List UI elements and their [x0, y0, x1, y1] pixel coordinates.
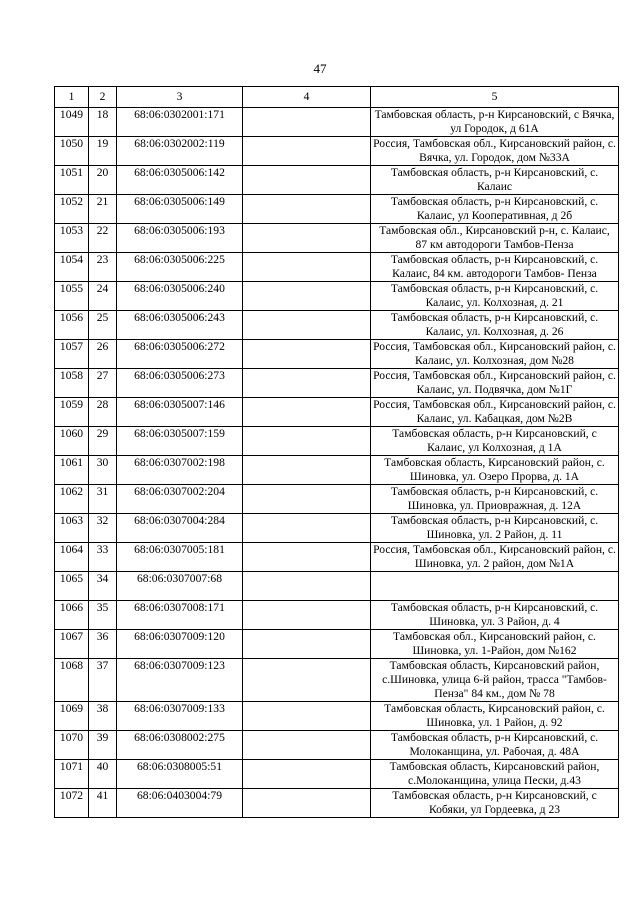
row-index-cell: 36	[89, 630, 117, 659]
cadastral-number-cell: 68:06:0307004:284	[117, 514, 243, 543]
column-4-cell	[243, 514, 371, 543]
cadastral-number-cell: 68:06:0307002:204	[117, 485, 243, 514]
cadastral-number-cell: 68:06:0308005:51	[117, 760, 243, 789]
row-number-cell: 1065	[55, 572, 89, 601]
address-cell: Тамбовская область, р-н Кирсановский, с Калаис, ул Колхозная, д 1А	[371, 427, 619, 456]
column-4-cell	[243, 485, 371, 514]
column-4-cell	[243, 630, 371, 659]
row-index-cell: 40	[89, 760, 117, 789]
cadastral-number-cell: 68:06:0307007:68	[117, 572, 243, 601]
column-4-cell	[243, 456, 371, 485]
row-index-cell: 34	[89, 572, 117, 601]
table-row	[55, 789, 619, 818]
column-4-cell	[243, 427, 371, 456]
table-row	[55, 702, 619, 731]
row-index-cell: 24	[89, 282, 117, 311]
row-number-cell: 1049	[55, 108, 89, 137]
table-row	[55, 427, 619, 456]
row-index-cell: 21	[89, 195, 117, 224]
column-4-cell	[243, 224, 371, 253]
cadastral-number-cell: 68:06:0305006:243	[117, 311, 243, 340]
header-col-2: 2	[89, 87, 117, 108]
header-col-5: 5	[371, 87, 619, 108]
cadastral-number-cell: 68:06:0305007:146	[117, 398, 243, 427]
address-cell: Россия, Тамбовская обл., Кирсановский район, с. Калаис, ул. Подвячка, дом №1Г	[371, 369, 619, 398]
row-index-cell: 25	[89, 311, 117, 340]
row-number-cell: 1058	[55, 369, 89, 398]
cadastral-number-cell: 68:06:0305006:273	[117, 369, 243, 398]
address-cell: Тамбовская область, р-н Кирсановский, с. Калаис, ул. Колхозная, д. 26	[371, 311, 619, 340]
row-index-cell: 19	[89, 137, 117, 166]
table-row	[55, 601, 619, 630]
table-row	[55, 630, 619, 659]
cadastral-number-cell: 68:06:0302001:171	[117, 108, 243, 137]
column-4-cell	[243, 311, 371, 340]
table-row	[55, 282, 619, 311]
row-index-cell: 20	[89, 166, 117, 195]
column-4-cell	[243, 659, 371, 702]
address-cell: Тамбовская область, Кирсановский район, с.Молоканщина, улица Пески, д.43	[371, 760, 619, 789]
column-4-cell	[243, 702, 371, 731]
row-index-cell: 39	[89, 731, 117, 760]
column-4-cell	[243, 398, 371, 427]
cadastral-number-cell: 68:06:0307005:181	[117, 543, 243, 572]
row-number-cell: 1068	[55, 659, 89, 702]
table-header-row	[55, 87, 619, 108]
row-index-cell: 38	[89, 702, 117, 731]
row-number-cell: 1072	[55, 789, 89, 818]
address-cell: Россия, Тамбовская обл., Кирсановский район, с. Калаис, ул. Кабацкая, дом №2В	[371, 398, 619, 427]
column-4-cell	[243, 731, 371, 760]
row-index-cell: 35	[89, 601, 117, 630]
cadastral-number-cell: 68:06:0305006:142	[117, 166, 243, 195]
address-cell: Тамбовская обл., Кирсановский район, с. Шиновка, ул. 1-Район, дом №162	[371, 630, 619, 659]
column-4-cell	[243, 282, 371, 311]
table-row	[55, 659, 619, 702]
header-col-1: 1	[55, 87, 89, 108]
row-number-cell: 1061	[55, 456, 89, 485]
address-cell: Тамбовская область, р-н Кирсановский, с. Калаис, ул Кооперативная, д 2б	[371, 195, 619, 224]
column-4-cell	[243, 253, 371, 282]
column-4-cell	[243, 340, 371, 369]
column-4-cell	[243, 543, 371, 572]
row-number-cell: 1071	[55, 760, 89, 789]
row-index-cell: 41	[89, 789, 117, 818]
address-cell: Тамбовская область, р-н Кирсановский, с Кобяки, ул Гордеевка, д 23	[371, 789, 619, 818]
row-number-cell: 1059	[55, 398, 89, 427]
row-index-cell: 23	[89, 253, 117, 282]
row-number-cell: 1067	[55, 630, 89, 659]
header-col-4: 4	[243, 87, 371, 108]
address-cell: Тамбовская область, р-н Кирсановский, с. Калаис, ул. Колхозная, д. 21	[371, 282, 619, 311]
row-number-cell: 1063	[55, 514, 89, 543]
cadastral-number-cell: 68:06:0307009:120	[117, 630, 243, 659]
column-4-cell	[243, 369, 371, 398]
cadastral-number-cell: 68:06:0305006:225	[117, 253, 243, 282]
cadastral-number-cell: 68:06:0302002:119	[117, 137, 243, 166]
row-index-cell: 27	[89, 369, 117, 398]
address-cell: Тамбовская область, р-н Кирсановский, с. Шиновка, ул. 3 Район, д. 4	[371, 601, 619, 630]
cadastral-number-cell: 68:06:0307008:171	[117, 601, 243, 630]
table-row	[55, 166, 619, 195]
address-cell: Россия, Тамбовская обл., Кирсановский район, с. Вячка, ул. Городок, дом №33А	[371, 137, 619, 166]
column-4-cell	[243, 572, 371, 601]
table-row	[55, 731, 619, 760]
row-index-cell: 18	[89, 108, 117, 137]
row-number-cell: 1055	[55, 282, 89, 311]
table-row	[55, 369, 619, 398]
column-4-cell	[243, 601, 371, 630]
address-cell: Тамбовская область, р-н Кирсановский, с. Калаис	[371, 166, 619, 195]
address-cell: Тамбовская область, р-н Кирсановский, с. Молоканщина, ул. Рабочая, д. 48А	[371, 731, 619, 760]
table-row	[55, 195, 619, 224]
row-index-cell: 22	[89, 224, 117, 253]
row-number-cell: 1060	[55, 427, 89, 456]
cadastral-number-cell: 68:06:0307009:133	[117, 702, 243, 731]
row-number-cell: 1064	[55, 543, 89, 572]
table-body	[55, 108, 619, 818]
row-number-cell: 1069	[55, 702, 89, 731]
address-cell: Россия, Тамбовская обл., Кирсановский район, с. Калаис, ул. Колхозная, дом №28	[371, 340, 619, 369]
cadastral-number-cell: 68:06:0305006:149	[117, 195, 243, 224]
row-index-cell: 26	[89, 340, 117, 369]
address-cell: Тамбовская область, Кирсановский район, с. Шиновка, ул. 1 Район, д. 92	[371, 702, 619, 731]
column-4-cell	[243, 108, 371, 137]
cadastral-number-cell: 68:06:0307009:123	[117, 659, 243, 702]
row-index-cell: 30	[89, 456, 117, 485]
cadastral-number-cell: 68:06:0305007:159	[117, 427, 243, 456]
table-row	[55, 311, 619, 340]
row-index-cell: 29	[89, 427, 117, 456]
address-cell: Тамбовская область, р-н Кирсановский, с. Калаис, 84 км. автодороги Тамбов- Пенза	[371, 253, 619, 282]
row-number-cell: 1062	[55, 485, 89, 514]
table-row	[55, 108, 619, 137]
table-row	[55, 398, 619, 427]
address-cell: Тамбовская обл., Кирсановский р-н, с. Калаис, 87 км автодороги Тамбов-Пенза	[371, 224, 619, 253]
row-index-cell: 37	[89, 659, 117, 702]
cadastral-number-cell: 68:06:0307002:198	[117, 456, 243, 485]
page-number: 47	[313, 61, 327, 76]
address-cell: Россия, Тамбовская обл., Кирсановский район, с. Шиновка, ул. 2 район, дом №1А	[371, 543, 619, 572]
row-number-cell: 1051	[55, 166, 89, 195]
header-col-3: 3	[117, 87, 243, 108]
column-4-cell	[243, 137, 371, 166]
column-4-cell	[243, 195, 371, 224]
address-cell: Тамбовская область, Кирсановский район, с. Шиновка, ул. Озеро Прорва, д. 1А	[371, 456, 619, 485]
address-cell: Тамбовская область, Кирсановский район, с.Шиновка, улица 6-й район, трасса "Тамбов-Пенза" 84 км., дом № 78	[371, 659, 619, 702]
cadastral-number-cell: 68:06:0308002:275	[117, 731, 243, 760]
row-index-cell: 33	[89, 543, 117, 572]
cadastral-number-cell: 68:06:0305006:272	[117, 340, 243, 369]
row-number-cell: 1066	[55, 601, 89, 630]
row-number-cell: 1053	[55, 224, 89, 253]
column-4-cell	[243, 760, 371, 789]
table-row	[55, 514, 619, 543]
row-number-cell: 1070	[55, 731, 89, 760]
row-number-cell: 1054	[55, 253, 89, 282]
cadastral-table	[54, 86, 619, 818]
row-index-cell: 31	[89, 485, 117, 514]
table-row	[55, 456, 619, 485]
table-row	[55, 485, 619, 514]
row-index-cell: 32	[89, 514, 117, 543]
table-row	[55, 543, 619, 572]
column-4-cell	[243, 789, 371, 818]
address-cell: Тамбовская область, р-н Кирсановский, с. Шиновка, ул. 2 Район, д. 11	[371, 514, 619, 543]
table-row	[55, 340, 619, 369]
row-number-cell: 1056	[55, 311, 89, 340]
table-row	[55, 572, 619, 601]
row-number-cell: 1052	[55, 195, 89, 224]
table-row	[55, 137, 619, 166]
table-row	[55, 224, 619, 253]
table-row	[55, 760, 619, 789]
address-cell: Тамбовская область, р-н Кирсановский, с. Шиновка, ул. Приовражная, д. 12А	[371, 485, 619, 514]
row-number-cell: 1057	[55, 340, 89, 369]
row-index-cell: 28	[89, 398, 117, 427]
cadastral-number-cell: 68:06:0305006:240	[117, 282, 243, 311]
address-cell: Тамбовская область, р-н Кирсановский, с Вячка, ул Городок, д 61А	[371, 108, 619, 137]
table-row	[55, 253, 619, 282]
address-cell	[371, 572, 619, 601]
row-number-cell: 1050	[55, 137, 89, 166]
cadastral-number-cell: 68:06:0305006:193	[117, 224, 243, 253]
column-4-cell	[243, 166, 371, 195]
cadastral-number-cell: 68:06:0403004:79	[117, 789, 243, 818]
